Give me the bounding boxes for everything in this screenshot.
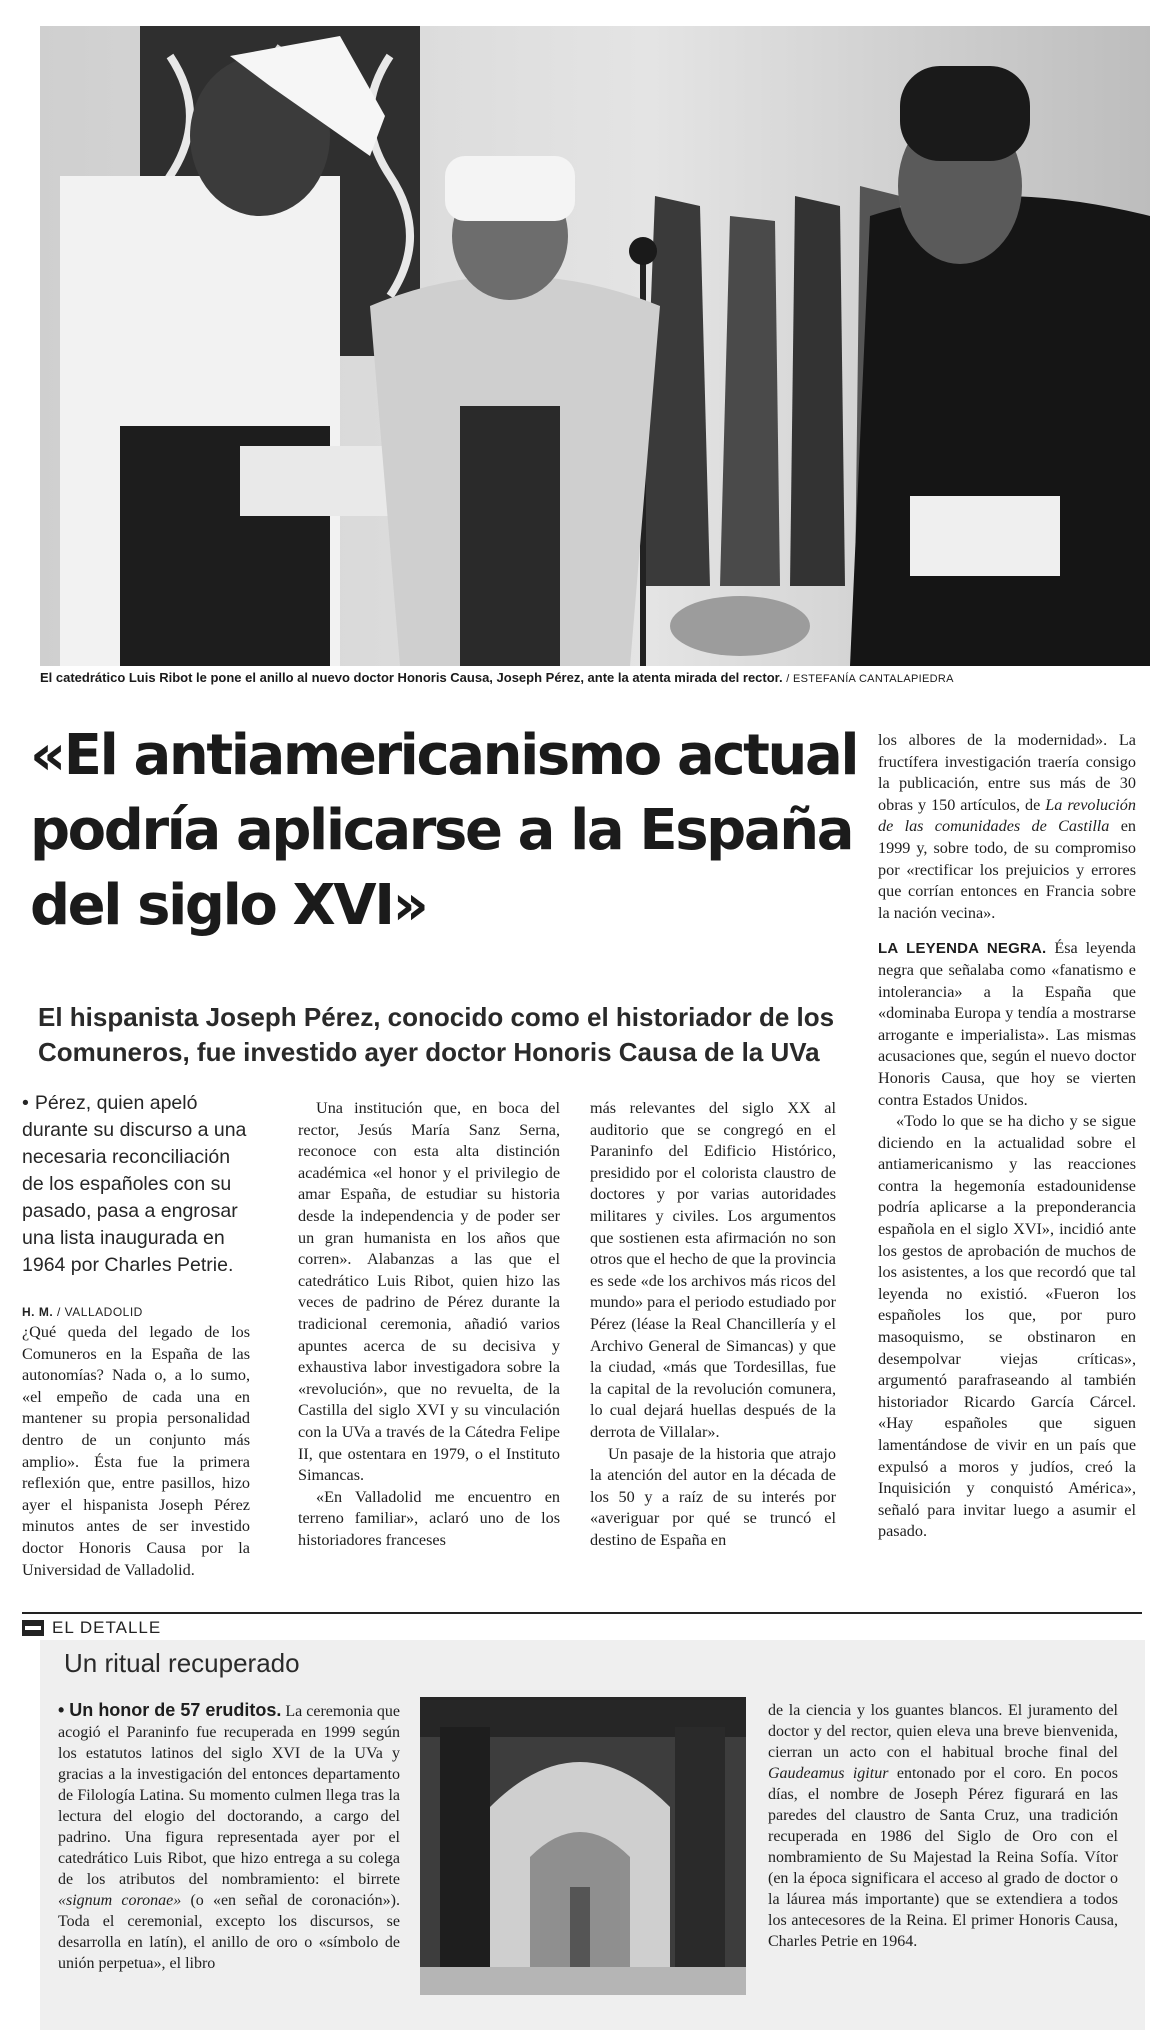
paragraph	[58, 1700, 400, 1974]
paragraph: Una institución que, en boca del rector, Jesús María Sanz Serna, reconoce con esta alta distinción académica «el honor y el privilegio de amar España, de estudiar su historia desde la independencia y de poder ser un gran humanista en los años que corren». Alabanzas a las que el catedrático Luis Ribot, quien hizo las veces de padrino de Pérez durante la tradicional ceremonia, añadió varios apuntes acerca de su decisiva y exhaustiva labor investigadora sobre la «revolución», que no revuelta, de la Castilla del siglo XVI y su vinculación con la UVa a través de la Cátedra Felipe II, que ostentara en 1979, o el Instituto Simancas.	[298, 1099, 560, 1485]
byline-initials: H. M.	[22, 1305, 54, 1319]
latin-term: Gaudeamus igitur	[768, 1765, 889, 1782]
cloister-photo	[420, 1697, 746, 1995]
headline: «El antiamericanismo actual podría aplicarse a la España del siglo XVI»	[30, 723, 858, 938]
text-run: entonado por el coro. En pocos días, el nombre de Joseph Pérez figurará en las paredes del claustro de Santa Cruz, una tradición recuperada en 1986 del Siglo de Oro con el nombramiento de Su Majestad la Reina Sofía. Vítor (en la época significara el acceso al grado de doctor o la láurea más importante) que se extendiera a todos los antecesores de la Reina. El primer Honoris Causa, Charles Petrie en 1964.	[768, 1765, 1118, 1950]
paragraph: «En Valladolid me encuentro en terreno familiar», aclaró uno de los historiadores franceses	[298, 1487, 560, 1549]
photo-credit: / ESTEFANÍA CANTALAPIEDRA	[786, 673, 954, 685]
text-run: los albores de la modernidad». La fructífera investigación traería consigo la publicación, entre sus más de 30 obras y 150 artículos, de	[878, 731, 1136, 814]
section-rule	[22, 1612, 1142, 1614]
photo-caption	[40, 670, 1150, 692]
detalle-header	[22, 1614, 161, 1642]
text-run: de la ciencia y los guantes blancos. El juramento del doctor y del rector, quien eleva una breve bienvenida, cierran un acto con el habitual broche final del	[768, 1702, 1118, 1761]
text-run: La ceremonia que acogió el Paraninfo fue recuperada en 1999 según los estatutos latinos del siglo XVI de la UVa y gracias a la investigación del entonces departamento de Filología Latina. Su momento culmen llega tras la lectura del elogio del doctorando, a cargo del padrino. Una figura representada ayer por el catedrático Luis Ribot, que hizo entrega a su colega de los atributos del nombramiento: el birrete	[58, 1703, 400, 1888]
latin-term: «signum coronae»	[58, 1892, 182, 1909]
byline-place: / VALLADOLID	[57, 1305, 143, 1319]
text-run: (o «en señal de coronación»). Toda el ceremonial, excepto los discursos, se desarrolla en latín), el anillo de oro o «símbolo de unión perpetua», el libro	[58, 1892, 400, 1972]
box-column-2	[768, 1700, 1118, 1952]
paragraph	[768, 1700, 1118, 1952]
lead-text: Pérez, quien apeló durante su discurso a una necesaria reconciliación de los españoles con su pasado, pasa a engrosar una lista inaugurada en 1964 por Charles Petrie.	[22, 1092, 247, 1276]
subheadline: El hispanista Joseph Pérez, conocido como el historiador de los Comuneros, fue investido ayer doctor Honoris Causa de la UVa	[38, 1002, 835, 1067]
paragraph: «Todo lo que se ha dicho y se sigue diciendo en la actualidad sobre el antiamericanismo y las reacciones contra la hegemonía estadounidense podría aplicarse a la preponderancia española en el siglo XVI», incidió ante los gestos de aprobación de muchos de los asistentes, a los que recordó que tal leyenda no existió. «Fueron los españoles los que, por puro masoquismo, se obstinaron en desempolvar viejas críticas», argumentó parafraseando al también historiador Ricardo García Cárcel. «Hay españoles que siguen lamentándose de vivir en un país que expulsó a moros y judíos, creó la Inquisición y conquistó América», señaló para invitar luego a asumir el pasado.	[878, 1112, 1136, 1541]
paragraph	[878, 730, 1136, 924]
body-column-1	[22, 1322, 250, 1581]
detail-icon	[22, 1620, 44, 1636]
ceremony-photo	[40, 26, 1150, 666]
text-run: en 1999 y, sobre todo, de su compromiso por «rectificar los prejuicios y errores que corrían entonces en Francia sobre la nación vecina».	[878, 817, 1137, 922]
box-title: Un ritual recuperado	[64, 1648, 300, 1678]
detalle-label: EL DETALLE	[52, 1618, 162, 1637]
text-run: Ésa leyenda negra que señalaba como «fanatismo e intolerancia» a la España que «dominaba Europa y tendía a mostrarse arrogante e imperialista». Las mismas acusaciones que, según el nuevo doctor Honoris Causa, que hoy se vierten contra Estados Unidos.	[878, 939, 1136, 1109]
paragraph: Un pasaje de la historia que atrajo la atención del autor en la década de los 50 y a raíz de su interés por «averiguar por qué se truncó el destino de España en	[590, 1444, 836, 1549]
box-column-1	[58, 1700, 400, 1974]
lead-summary	[22, 1090, 247, 1279]
byline	[22, 1305, 247, 1319]
body-column-3	[590, 1098, 836, 1551]
body-column-4	[878, 730, 1136, 1543]
book-title: La revolución de las comunidades de Castilla	[878, 795, 1136, 836]
section-kicker: LA LEYENDA NEGRA.	[878, 940, 1047, 958]
box-kicker: • Un honor de 57 eruditos.	[58, 1700, 282, 1720]
paragraph: más relevantes del siglo XX al auditorio que se congregó en el Paraninfo del Edificio Histórico, presidido por el colorista claustro de doctores y por varias autoridades militares y civiles. Los argumentos que sostienen esta afirmación no son otros que el hecho de que la provincia es sede «de los archivos más ricos del mundo» para el periodo estudiado por Pérez (léase la Real Chancillería y el Archivo General de Simancas) y que la ciudad, «más que Tordesillas, fue la capital de la revolución comunera, lo cual dejará huellas después de la derrota de Villalar».	[590, 1099, 836, 1441]
lead-bullet: •	[22, 1092, 29, 1114]
caption-text: El catedrático Luis Ribot le pone el anillo al nuevo doctor Honoris Causa, Joseph Pérez, ante la atenta mirada del rector.	[40, 670, 783, 685]
paragraph	[878, 938, 1136, 1111]
paragraph: ¿Qué queda del legado de los Comuneros en la España de las autonomías? Nada o, a lo sumo, «el empeño de cada una en mantener su propia personalidad dentro de un conjunto más amplio». Ésta fue la primera reflexión que, entre pasillos, hizo ayer el hispanista Joseph Pérez minutos antes de ser investido doctor Honoris Causa por la Universidad de Valladolid.	[22, 1323, 250, 1579]
body-column-2	[298, 1098, 560, 1551]
